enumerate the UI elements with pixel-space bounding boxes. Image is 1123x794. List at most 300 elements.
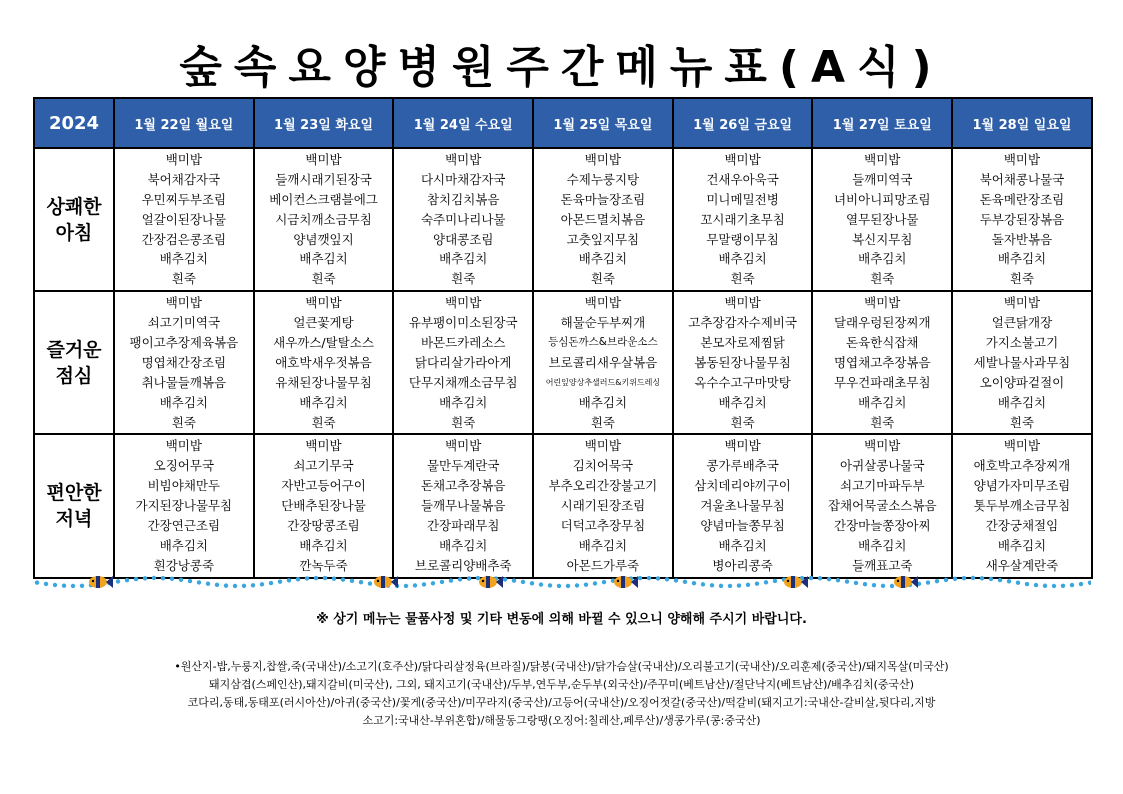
decor-dot [818, 576, 822, 580]
decor-dot [845, 579, 849, 583]
menu-item: 돈채고추장볶음 [420, 478, 506, 494]
menu-item: 백미밥 [724, 152, 761, 167]
menu-item: 무우건파래초무침 [833, 374, 931, 390]
decor-dot [881, 584, 885, 588]
decor-dot [575, 583, 579, 587]
menu-item: 꼬시래기초무침 [700, 211, 785, 227]
menu-cell [393, 291, 533, 434]
meal-label [34, 148, 114, 291]
menu-item: 수제누룽지탕 [566, 171, 640, 187]
menu-item: 간장연근조림 [147, 518, 221, 534]
menu-item: 배추김치 [439, 394, 488, 410]
menu-item: 백미밥 [584, 152, 622, 167]
decor-dot [728, 584, 732, 588]
year-header: 2024 [34, 98, 114, 148]
menu-item: 건새우아욱국 [706, 171, 779, 187]
menu-item: 간장궁채절임 [985, 518, 1059, 534]
decor-dot [683, 580, 687, 584]
menu-item: 고추장감자수제비국 [688, 315, 797, 331]
fish-icon [784, 576, 808, 588]
menu-item: 백미밥 [165, 152, 202, 167]
decor-dot [512, 578, 516, 582]
decor-dot [1025, 582, 1029, 586]
menu-item: 물만두계란국 [426, 458, 500, 474]
menu-item: 숙주미나리나물 [420, 211, 506, 227]
decor-dot [44, 582, 48, 586]
menu-item: 배추김치 [718, 251, 767, 267]
day-header: 1월 24일 수요일 [393, 98, 533, 148]
menu-item: 유부팽이미소된장국 [408, 315, 518, 331]
menu-item: 북어채감자국 [147, 171, 221, 187]
decor-dot [458, 577, 462, 581]
menu-item: 애호박고추장찌개 [973, 458, 1071, 474]
decor-dot [413, 583, 417, 587]
decor-dot [71, 584, 75, 588]
decor-dot [548, 583, 552, 587]
menu-item: 흰죽 [870, 414, 895, 430]
menu-cell [393, 148, 533, 291]
decor-dot [53, 583, 57, 587]
menu-item: 미니메밀전병 [706, 191, 779, 207]
decor-dot [224, 583, 228, 587]
decor-dot [521, 580, 525, 584]
decor-dot [710, 583, 714, 587]
menu-item: 콩가루배추국 [706, 458, 779, 474]
menu-item: 들깨표고죽 [852, 557, 913, 573]
decor-dot [746, 583, 750, 587]
menu-item: 삼치데리야끼구이 [694, 478, 791, 494]
menu-item: 북어채콩나물국 [979, 171, 1065, 187]
decor-dot [152, 576, 156, 580]
fish-icon [374, 576, 398, 588]
menu-item: 흰죽 [870, 271, 895, 287]
menu-item: 겨울초나물무침 [700, 498, 785, 514]
menu-item: 돈육메란장조림 [979, 191, 1065, 207]
menu-cell [812, 148, 952, 291]
decor-dot [989, 577, 993, 581]
menu-item: 아몬드가루죽 [566, 557, 640, 573]
menu-item: 배추김치 [718, 394, 767, 410]
menu-item: 가지소불고기 [985, 335, 1059, 351]
decor-dot [1052, 584, 1056, 588]
menu-item: 흰죽 [311, 271, 336, 287]
meal-row [34, 291, 1092, 434]
menu-item: 다시마채감자국 [420, 171, 506, 187]
menu-item: 어린잎양상추샐러드&키위드레싱 [545, 377, 661, 387]
decor-dot [188, 579, 192, 583]
decor-dot [242, 584, 246, 588]
menu-item: 돌자반볶음 [991, 231, 1053, 247]
decor-dot [350, 579, 354, 583]
decor-dot [503, 577, 507, 581]
decor-dot [332, 576, 336, 580]
decor-dot [323, 576, 327, 580]
menu-cell [533, 434, 673, 577]
decor-dot [125, 578, 129, 582]
menu-cell [254, 291, 394, 434]
menu-item: 얼큰닭개장 [991, 315, 1053, 331]
menu-item: 백미밥 [724, 295, 761, 311]
decor-dot [539, 582, 543, 586]
menu-item: 배추김치 [718, 537, 767, 553]
menu-item: 자반고등어구이 [281, 478, 366, 494]
menu-item: 돈육마늘장조림 [560, 191, 646, 207]
decor-dot [737, 583, 741, 587]
menu-item: 병아리콩죽 [712, 557, 773, 573]
menu-item: 베이컨스크램블에그 [269, 191, 378, 207]
menu-item: 브로콜리새우살볶음 [548, 354, 658, 370]
menu-item: 닭다리살가라아게 [414, 354, 512, 370]
decor-dot [827, 577, 831, 581]
menu-item: 유채된장나물무침 [275, 374, 372, 390]
menu-item: 배추김치 [858, 394, 907, 410]
meal-row [34, 148, 1092, 291]
meal-label-text: 상쾌한 [46, 195, 102, 218]
decor-dot [638, 576, 642, 580]
menu-cell [673, 291, 813, 434]
meal-label [34, 434, 114, 577]
menu-item: 얼갈이된장나물 [141, 211, 227, 227]
decor-dot [215, 583, 219, 587]
decor-dot [305, 576, 309, 580]
meal-label-text: 편안한 [46, 482, 102, 505]
menu-item: 백미밥 [1003, 295, 1041, 311]
decor-dot [971, 576, 975, 580]
menu-item: 새우까스/탈탈소스 [273, 335, 374, 351]
menu-item: 얼큰꽃게탕 [293, 315, 354, 331]
menu-cell [393, 434, 533, 577]
menu-item: 세발나물사과무침 [973, 354, 1071, 370]
menu-item: 우민찌두부조림 [141, 191, 227, 207]
menu-item: 등심돈까스&브라운소스 [548, 336, 658, 349]
menu-item: 배추김치 [159, 251, 208, 267]
menu-item: 흰죽 [171, 414, 196, 430]
decor-dot [197, 580, 201, 584]
decor-dot [206, 582, 210, 586]
decor-dot [404, 584, 408, 588]
menu-item: 새우살계란죽 [985, 557, 1059, 573]
menu-item: 들깨시래기된장국 [275, 171, 372, 187]
menu-item: 백미밥 [864, 295, 901, 311]
decor-dot [1079, 582, 1083, 586]
decor-dot [278, 579, 282, 583]
menu-cell [114, 148, 254, 291]
decor-dot [314, 576, 318, 580]
day-header: 1월 26일 금요일 [673, 98, 813, 148]
fish-dots-decoration [33, 572, 1091, 592]
decor-dot [854, 581, 858, 585]
day-header: 1월 25일 목요일 [533, 98, 673, 148]
menu-item: 백미밥 [724, 438, 761, 454]
meal-label-text: 저녁 [55, 508, 93, 531]
menu-item: 간장땅콩조림 [287, 518, 360, 534]
menu-cell [812, 434, 952, 577]
menu-cell [114, 434, 254, 577]
decor-dot [1007, 579, 1011, 583]
menu-item: 양대콩조림 [433, 231, 494, 247]
menu-item: 양념가자미무조림 [973, 478, 1071, 494]
menu-item: 백미밥 [165, 295, 202, 311]
origin-line: 소고기:국내산-부위혼합)/해물동그랑땡(오징어:칠레산,페루산)/생콩가루(콩:중국산) [362, 714, 761, 727]
decor-dot [476, 576, 480, 580]
meal-row [34, 434, 1092, 577]
decor-dot [890, 584, 894, 588]
menu-item: 흰죽 [590, 271, 615, 287]
menu-item: 흰죽 [1009, 271, 1035, 287]
decor-dot [998, 578, 1002, 582]
menu-item: 배추김치 [439, 251, 488, 267]
menu-item: 쇠고기미역국 [147, 315, 221, 331]
menu-item: 흰죽 [730, 271, 755, 287]
decor-dot [719, 584, 723, 588]
fish-icon [614, 576, 638, 588]
menu-item: 흰죽 [730, 414, 755, 430]
decor-dot [134, 577, 138, 581]
menu-cell [254, 148, 394, 291]
meal-label [34, 291, 114, 434]
menu-item: 배추김치 [299, 251, 348, 267]
menu-item: 백미밥 [165, 438, 202, 454]
decor-dot [467, 576, 471, 580]
decor-dot [656, 576, 660, 580]
menu-item: 더덕고추장무침 [560, 518, 646, 534]
menu-item: 쇠고기마파두부 [840, 478, 925, 494]
menu-item: 배추김치 [159, 537, 208, 553]
decor-dot [35, 580, 39, 584]
menu-item: 단배추된장나물 [281, 498, 366, 514]
decor-dot [62, 584, 66, 588]
menu-item: 배추김치 [299, 537, 348, 553]
decor-dot [179, 578, 183, 582]
menu-cell [812, 291, 952, 434]
menu-item: 배추김치 [858, 537, 907, 553]
menu-item: 배추김치 [299, 394, 348, 410]
decor-dot [926, 580, 930, 584]
menu-item: 배추김치 [439, 537, 488, 553]
menu-item: 들깨미역국 [852, 171, 913, 187]
meal-label-text: 즐거운 [46, 338, 102, 361]
menu-item: 흰죽 [451, 414, 476, 430]
decor-dot [557, 584, 561, 588]
decor-dot [566, 584, 570, 588]
decor-dot [935, 579, 939, 583]
origin-line: •원산지-밥,누룽지,찹쌀,죽(국내산)/소고기(호주산)/닭다리살정육(브라질)/닭봉(국내산)/닭가슴살(국내산)/오리불고기(국내산)/오리훈제(중국산)/돼지목살(미국산) [174, 660, 949, 673]
day-header: 1월 28일 일요일 [952, 98, 1092, 148]
fish-icon [89, 576, 113, 588]
decor-dot [980, 576, 984, 580]
menu-item: 오징어무국 [153, 458, 215, 474]
menu-item: 백미밥 [1003, 438, 1041, 454]
menu-item: 양념깻잎지 [293, 231, 354, 247]
origin-info [40, 658, 1083, 730]
decor-dot [773, 579, 777, 583]
menu-item: 취나물들깨볶음 [141, 374, 227, 390]
menu-item: 백미밥 [445, 295, 482, 311]
menu-item: 고춧잎지무침 [566, 231, 640, 247]
menu-item: 해물순두부찌개 [560, 315, 646, 331]
decor-dot [1088, 581, 1091, 585]
decor-dot [1043, 584, 1047, 588]
menu-cell [952, 148, 1092, 291]
menu-item: 백미밥 [305, 295, 342, 311]
decor-dot [953, 577, 957, 581]
decor-dot [674, 578, 678, 582]
decor-dot [161, 576, 165, 580]
menu-item: 배추김치 [997, 537, 1047, 553]
decor-dot [1034, 583, 1038, 587]
menu-item: 흰죽 [171, 271, 196, 287]
decor-dot [764, 580, 768, 584]
menu-item: 흰죽 [590, 414, 615, 430]
fish-icon [894, 576, 918, 588]
decor-dot [665, 577, 669, 581]
menu-item: 백미밥 [584, 295, 622, 311]
decor-dot [431, 581, 435, 585]
notice-text: ※ 상기 메뉴는 물품사정 및 기타 변동에 의해 바뀔 수 있으니 양해해 주시기 바랍니다. [316, 612, 807, 627]
decor-dot [1016, 581, 1020, 585]
menu-item: 배추김치 [578, 251, 628, 267]
menu-item: 배추김치 [578, 394, 628, 410]
decor-dot [809, 576, 813, 580]
menu-item: 부추오리간장불고기 [548, 478, 658, 494]
menu-cell [533, 148, 673, 291]
decor-dot [692, 581, 696, 585]
menu-item: 참치김치볶음 [426, 191, 500, 207]
menu-cell [673, 434, 813, 577]
menu-item: 시래기된장조림 [560, 498, 646, 514]
decor-dot [80, 584, 84, 588]
header-row [34, 98, 1092, 148]
fish-icon [479, 576, 503, 588]
menu-item: 백미밥 [305, 152, 342, 167]
decor-dot [836, 578, 840, 582]
decor-dot [287, 578, 291, 582]
menu-cell [673, 148, 813, 291]
menu-item: 복신지무침 [852, 231, 913, 247]
decor-dot [449, 578, 453, 582]
decor-dot [440, 580, 444, 584]
menu-item: 명엽채고추장볶음 [833, 354, 931, 370]
menu-item: 흰강낭콩죽 [153, 557, 215, 573]
decor-dot [233, 584, 237, 588]
menu-item: 돈육한식잡채 [846, 335, 919, 351]
day-header: 1월 27일 토요일 [812, 98, 952, 148]
menu-item: 팽이고추장제육볶음 [129, 335, 239, 351]
menu-item: 녀비아니피망조림 [833, 191, 931, 207]
menu-item: 배추김치 [858, 251, 907, 267]
origin-line: 돼지삼겹(스페인산),돼지갈비(미국산), 그외, 돼지고기(국내산)/두부,연두부,순두부(외국산)/주꾸미(베트남산)/절단낙지(베트남산)/배추김치(중국산) [208, 678, 915, 691]
menu-item: 들깨무나물볶음 [420, 498, 506, 514]
menu-item: 쇠고기무국 [293, 458, 354, 474]
menu-item: 아몬드멸치볶음 [560, 211, 646, 227]
decor-dot [701, 582, 705, 586]
origin-line: 코다리,동태,동태포(러시아산)/아귀(중국산)/꽃게(중국산)/미꾸라지(중국산)/고등어(국내산)/오징어젓갈(중국산)/떡갈비(돼지고기:국내산-갈비살,뒷다리,지방 [187, 696, 936, 709]
menu-item: 시금치깨소금무침 [275, 211, 372, 227]
menu-item: 백미밥 [864, 438, 901, 454]
menu-item: 깐녹두죽 [299, 557, 348, 573]
menu-cell [952, 434, 1092, 577]
decor-dot [269, 581, 273, 585]
menu-item: 간장마늘쫑장아찌 [833, 518, 931, 534]
meal-label-text: 아침 [55, 221, 93, 244]
decor-dot [647, 576, 651, 580]
menu-item: 달래우렁된장찌개 [833, 315, 931, 331]
page-title: 숲속요양병원주간메뉴표(A식) [179, 42, 944, 93]
decor-dot [359, 580, 363, 584]
decor-dot [260, 582, 264, 586]
menu-item: 백미밥 [584, 438, 622, 454]
decor-dot [116, 579, 120, 583]
decor-dot [341, 577, 345, 581]
day-header: 1월 23일 화요일 [254, 98, 394, 148]
meal-label-text: 점심 [55, 364, 93, 387]
decor-dot [296, 577, 300, 581]
decor-dot [584, 582, 588, 586]
menu-item: 잡채어묵굴소스볶음 [827, 498, 937, 514]
menu-item: 백미밥 [864, 152, 901, 167]
decor-dot [593, 581, 597, 585]
decor-dot [368, 581, 372, 585]
menu-item: 가지된장나물무침 [135, 498, 233, 514]
menu-item: 배추김치 [997, 394, 1047, 410]
menu-item: 바몬드카레소스 [420, 335, 506, 351]
menu-cell [533, 291, 673, 434]
menu-item: 비빔야채만두 [147, 478, 221, 494]
menu-item: 무말랭이무침 [706, 231, 779, 247]
decor-dot [872, 583, 876, 587]
menu-item: 오이양파겉절이 [979, 374, 1065, 390]
decor-dot [755, 581, 759, 585]
decor-dot [530, 581, 534, 585]
decor-dot [1070, 583, 1074, 587]
day-header: 1월 22일 월요일 [114, 98, 254, 148]
menu-item: 간장파래무침 [426, 518, 500, 534]
menu-cell [952, 291, 1092, 434]
menu-item: 배추김치 [159, 394, 208, 410]
menu-item: 백미밥 [445, 152, 482, 167]
menu-item: 간장검은콩조림 [141, 231, 227, 247]
menu-cell [254, 434, 394, 577]
decor-dot [602, 580, 606, 584]
menu-item: 배추김치 [578, 537, 628, 553]
menu-item: 톳두부깨소금무침 [973, 498, 1071, 514]
menu-item: 백미밥 [1003, 152, 1041, 167]
decor-dot [422, 582, 426, 586]
menu-item: 브로콜리양배추죽 [414, 557, 512, 573]
menu-item: 배추김치 [997, 251, 1047, 267]
decor-dot [170, 577, 174, 581]
menu-item: 흰죽 [1009, 414, 1035, 430]
menu-item: 열무된장나물 [846, 211, 919, 227]
decor-dot [143, 576, 147, 580]
menu-item: 본모자로제찜닭 [700, 335, 785, 351]
menu-item: 아귀살콩나물국 [840, 458, 925, 474]
decor-dot [944, 578, 948, 582]
menu-item: 애호박새우젓볶음 [275, 354, 372, 370]
decor-dot [1061, 584, 1065, 588]
menu-item: 두부강된장볶음 [979, 211, 1065, 227]
menu-item: 흰죽 [311, 414, 336, 430]
menu-item: 단무지채깨소금무침 [408, 374, 518, 390]
menu-item: 백미밥 [305, 438, 342, 454]
menu-item: 백미밥 [445, 438, 482, 454]
weekly-menu-table [33, 97, 1093, 579]
decor-dot [251, 583, 255, 587]
menu-cell [114, 291, 254, 434]
decor-dot [863, 582, 867, 586]
menu-item: 양념마늘쫑무침 [700, 518, 785, 534]
menu-item: 옥수수고구마맛탕 [694, 374, 791, 390]
